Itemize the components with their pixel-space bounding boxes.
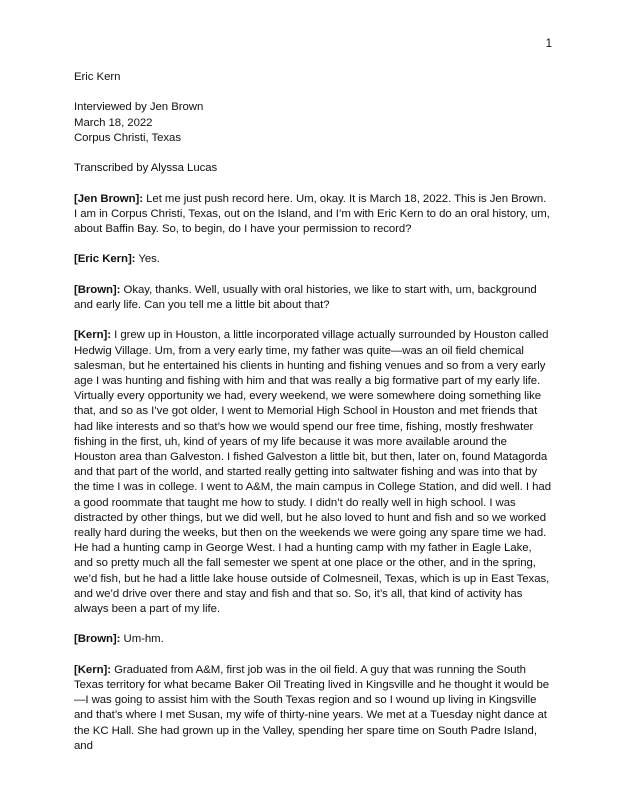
transcript-paragraph xyxy=(74,328,552,617)
transcript-paragraph xyxy=(74,632,552,647)
spacer xyxy=(74,176,552,191)
speaker-label: [Jen Brown]: xyxy=(74,192,144,205)
transcript-paragraph xyxy=(74,663,552,754)
interview-date: March 18, 2022 xyxy=(74,116,153,129)
transcript-paragraph xyxy=(74,192,552,238)
narrator-name: Eric Kern xyxy=(74,71,121,83)
transcript-body xyxy=(74,70,552,769)
paragraph-text: Graduated from A&M, first job was in the oil field. A guy that was running the South Texas territory for what became Baker Oil Treating lived in Kingsville and he thought it would be—I was going to assist him with the South Texas region and so I wound up living in Kingsville and that’s where I met Susan, my wife of thirty-nine years. We met at a Tuesday night dance at the KC Hall. She had grown up in the Valley, spending her spare time on South Padre Island, and xyxy=(74,663,550,752)
transcript-paragraph xyxy=(74,283,552,313)
speaker-label: [Brown]: xyxy=(74,283,121,296)
paragraph-text: Let me just push record here. Um, okay. It is March 18, 2022. This is Jen Brown. I am in Corpus Christi, Texas, out on the Island, and I’m with Eric Kern to do an oral history, um, about Baffin Bay. So, to begin, do I have your permission to record? xyxy=(74,192,550,235)
spacer xyxy=(74,146,552,161)
spacer xyxy=(74,85,552,100)
paragraph-text: Um-hm. xyxy=(120,633,164,646)
speaker-label: [Kern]: xyxy=(74,329,111,342)
speaker-label: [Kern]: xyxy=(74,663,111,676)
paragraph-text: I grew up in Houston, a little incorporated village actually surrounded by Houston called Hedwig Village. Um, from a very early time, my father was quite—was an oil field chemical salesman, but he entertained his clients in hunting and fishing venues and so from a very early age I was hunting and fishing with him and that was really a big formative part of my early life. Virtually every opportunity we had, every weekend, we were somewhere doing something like that, and so as I’ve got older, I went to Memorial High School in Houston and met friends that had like interests and so that’s how we would spend our free time, fishing, mostly freshwater fishing in the first, uh, kind of years of my life because it was more available around the Houston area than Galveston. I fished Galveston a little bit, but then, later on, found Matagorda and that part of the world, and started really getting into saltwater fishing and was into that by the time I was in college. I went to A&M, the main campus in College Station, and did well. I had a good roommate that taught me how to study. I didn’t do really well in high school. I was distracted by other things, but we did well, but he also loved to hunt and fish and so we worked really hard during the weeks, but then on the weekends we were going any spare time we had. He had a hunting camp in George West. I had a hunting camp with my father in Eagle Lake, and so pretty much all the fall semester we spent at one place or the other, and in the spring, we’d fish, but he had a little lake house outside of Colmesneil, Texas, which is up in East Texas, and we’d drive over there and stay and fish and that so. So, it’s all, that kind of activity has always been a part of my life. xyxy=(74,329,551,616)
interview-location: Corpus Christi, Texas xyxy=(74,131,181,144)
page-number: 1 xyxy=(545,38,552,50)
transcriber-line: Transcribed by Alyssa Lucas xyxy=(74,162,218,175)
speaker-label: [Eric Kern]: xyxy=(74,253,136,266)
paragraph-text: Okay, thanks. Well, usually with oral histories, we like to start with, um, background and early life. Can you tell me a little bit about that? xyxy=(74,283,537,311)
transcript-paragraph xyxy=(74,252,552,267)
interviewer-line: Interviewed by Jen Brown xyxy=(74,101,204,114)
paragraph-text: Yes. xyxy=(135,253,160,266)
speaker-label: [Brown]: xyxy=(74,633,121,646)
